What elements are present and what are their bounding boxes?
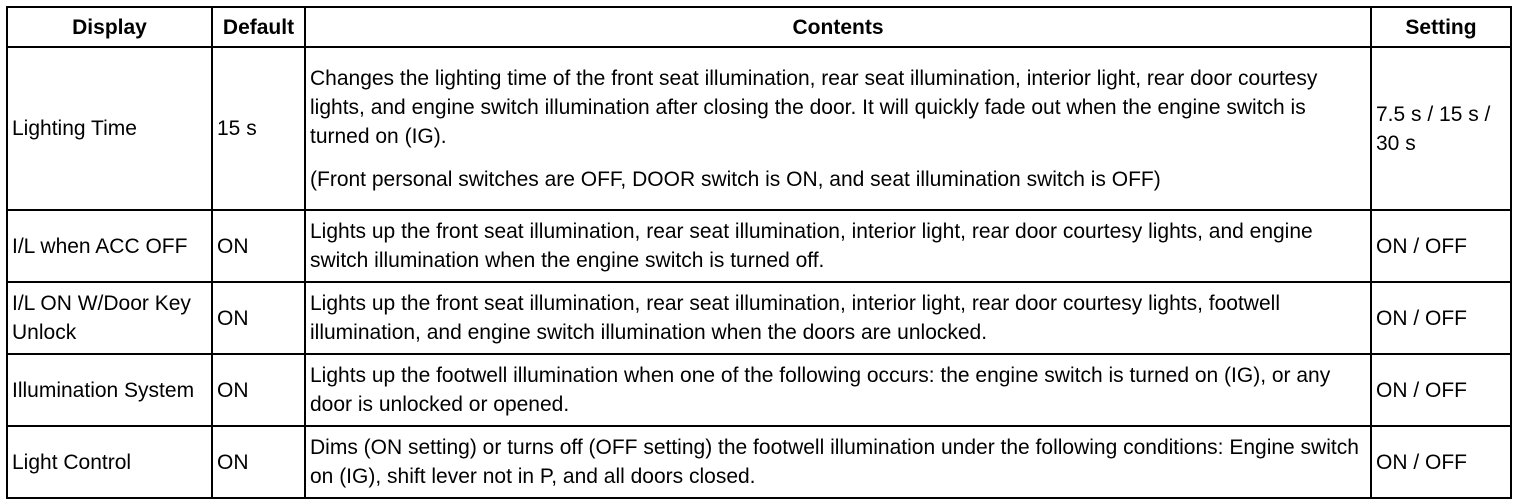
row-display: I/L when ACC OFF bbox=[7, 210, 212, 282]
row-setting: ON / OFF bbox=[1371, 210, 1511, 282]
header-default: Default bbox=[212, 7, 305, 47]
table-row bbox=[7, 354, 1511, 426]
row-contents-paragraph: Dims (ON setting) or turns off (OFF setting) the footwell illumination under the following conditions: Engine switch on (IG), shift lever not in P, and all doors closed. bbox=[310, 436, 1359, 488]
row-default: 15 s bbox=[212, 47, 305, 210]
row-contents-note: (Front personal switches are OFF, DOOR switch is ON, and seat illumination switch is OFF) bbox=[310, 167, 1161, 191]
row-display: Lighting Time bbox=[7, 47, 212, 210]
row-contents-paragraph: Lights up the footwell illumination when one of the following occurs: the engine switch is turned on (IG), or any door is unlocked or opened. bbox=[310, 364, 1331, 416]
header-row bbox=[7, 7, 1511, 47]
row-contents bbox=[305, 47, 1371, 210]
table-row bbox=[7, 282, 1511, 354]
row-default: ON bbox=[212, 354, 305, 426]
row-display: Illumination System bbox=[7, 354, 212, 426]
row-contents bbox=[305, 354, 1371, 426]
row-contents bbox=[305, 210, 1371, 282]
row-contents bbox=[305, 282, 1371, 354]
header-setting: Setting bbox=[1371, 7, 1511, 47]
row-contents bbox=[305, 426, 1371, 498]
row-setting: 7.5 s / 15 s / 30 s bbox=[1371, 47, 1511, 210]
row-default: ON bbox=[212, 426, 305, 498]
table-row bbox=[7, 210, 1511, 282]
row-default: ON bbox=[212, 282, 305, 354]
row-default: ON bbox=[212, 210, 305, 282]
row-contents-paragraph: Lights up the front seat illumination, rear seat illumination, interior light, rear door courtesy lights, footwell illumination, and engine switch illumination when the doors are unlocked. bbox=[310, 292, 1280, 344]
row-contents-paragraph: Lights up the front seat illumination, rear seat illumination, interior light, rear door courtesy lights, and engine switch illumination when the engine switch is turned off. bbox=[310, 220, 1313, 272]
row-setting: ON / OFF bbox=[1371, 354, 1511, 426]
row-display: Light Control bbox=[7, 426, 212, 498]
row-contents-paragraph: Changes the lighting time of the front seat illumination, rear seat illumination, interior light, rear door courtesy lights, and engine switch illumination after closing the door. It will quickly fade out when the engine switch is turned on (IG). bbox=[310, 66, 1318, 148]
header-display: Display bbox=[7, 7, 212, 47]
table-row bbox=[7, 426, 1511, 498]
table-row bbox=[7, 47, 1511, 210]
customization-table bbox=[6, 6, 1512, 499]
row-setting: ON / OFF bbox=[1371, 282, 1511, 354]
header-contents: Contents bbox=[305, 7, 1371, 47]
row-setting: ON / OFF bbox=[1371, 426, 1511, 498]
row-display: I/L ON W/Door Key Unlock bbox=[7, 282, 212, 354]
